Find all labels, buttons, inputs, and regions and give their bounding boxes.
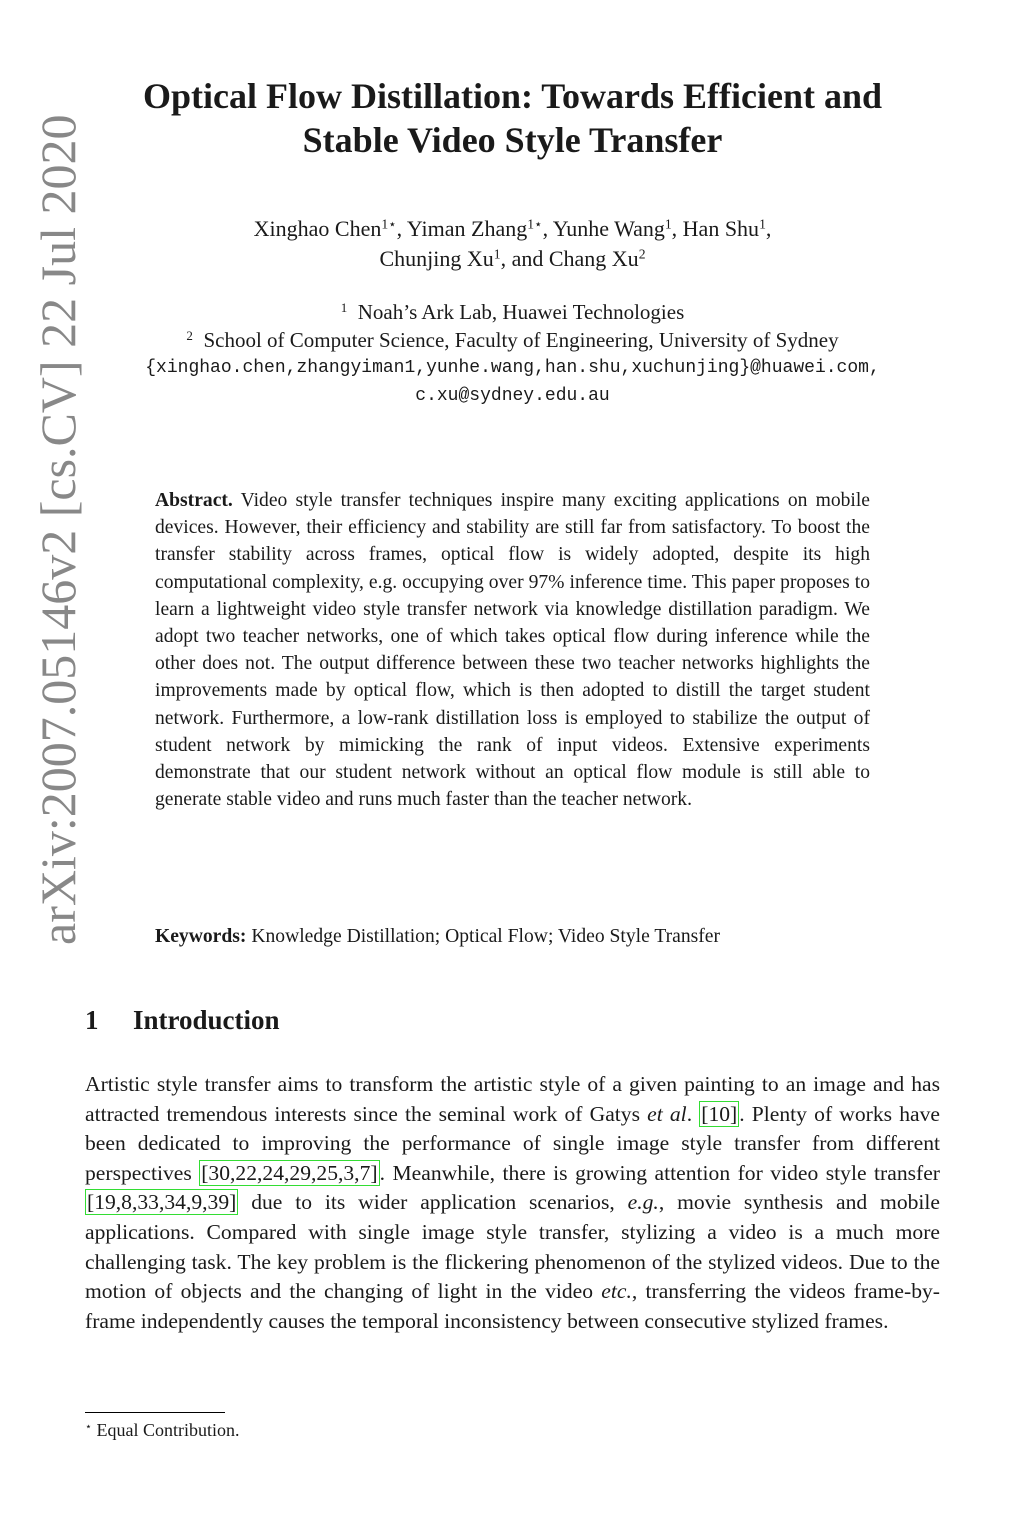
author-mark: 1⋆: [527, 216, 543, 232]
footnote-mark: ⋆: [85, 1420, 92, 1433]
author-mark: 1⋆: [381, 216, 397, 232]
text-run: due to its wider application scenarios,: [238, 1190, 628, 1215]
footnote: [85, 1418, 239, 1442]
arxiv-identifier: arXiv:2007.05146v2 [cs.CV] 22 Jul 2020: [30, 114, 86, 945]
email-line: c.xu@sydney.edu.au: [415, 386, 610, 406]
title-line-2: Stable Video Style Transfer: [302, 120, 723, 160]
author-list: Xinghao Chen$^{1⋆}$, Yiman Zhang$^{1⋆}$, Yunhe Wang$^1$, Han Shu$^1$, Chunjing Xu$^1$, and Chang Xu$^2$: [253, 216, 772, 271]
citation-link[interactable]: [19,8,33,34,9,39]: [87, 1190, 237, 1215]
author-mark: 1: [493, 246, 501, 262]
text-run: . Meanwhile, there is growing attention for video style transfer: [379, 1160, 940, 1185]
author: Xinghao Chen: [253, 216, 382, 241]
author: Yiman Zhang: [406, 216, 528, 241]
author: Chunjing Xu: [379, 246, 494, 271]
section-heading: [85, 1002, 280, 1038]
author-mark: 1: [664, 216, 672, 232]
citation-link[interactable]: [30,22,24,29,25,3,7]: [201, 1160, 378, 1185]
keywords-text: Knowledge Distillation; Optical Flow; Video Style Transfer: [251, 926, 721, 947]
keywords-label: Keywords:: [155, 926, 247, 947]
author-mark: 2: [638, 246, 646, 262]
text-run: , transferring the videos frame-by-frame independently causes the temporal inconsistency between consecutive stylized frames.: [85, 1279, 940, 1333]
affiliation-mark: 1: [340, 299, 348, 315]
introduction-paragraph: [85, 1070, 940, 1336]
affiliation: Noah’s Ark Lab, Huawei Technologies: [357, 300, 685, 324]
email-line: {xinghao.chen,zhangyiman1,yunhe.wang,han.shu,xuchunjing}@huawei.com,: [145, 358, 880, 378]
keywords: [155, 923, 880, 950]
author-mark: 1: [759, 216, 766, 232]
affiliations: [90, 298, 935, 410]
footnote-rule: [85, 1412, 225, 1413]
affiliation: School of Computer Science, Faculty of Engineering, University of Sydney: [203, 328, 839, 352]
affiliation-mark: 2: [186, 327, 193, 343]
title-line-1: Optical Flow Distillation: Towards Efficient and: [142, 76, 883, 116]
section-number: 1: [85, 1005, 99, 1035]
footnote-text: Equal Contribution.: [96, 1420, 240, 1440]
abstract: [155, 487, 870, 813]
citation-link[interactable]: [10]: [701, 1101, 738, 1126]
text-run: et al: [647, 1101, 687, 1126]
author: Han Shu: [682, 216, 760, 241]
abstract-label: Abstract.: [155, 490, 233, 511]
section-title: Introduction: [133, 1005, 280, 1035]
text-run: etc.: [601, 1279, 632, 1304]
text-run: Artistic style transfer aims to transform the artistic style of a given painting to an image and has attracted tremendous interests since the seminal work of Gatys: [85, 1072, 940, 1126]
text-run: e.g.: [627, 1190, 659, 1215]
author: Chang Xu: [548, 246, 639, 271]
text-run: . Plenty of works have been dedicated to improving the performance of single image style transfer from different perspectives: [85, 1101, 940, 1185]
abstract-text: Video style transfer techniques inspire many exciting applications on mobile devices. However, their efficiency and stability are still far from satisfactory. To boost the transfer stability across frames, optical flow is widely adopted, despite its high computational complexity, e.g. occupying over 97% inference time. This paper proposes to learn a lightweight video style transfer network via knowledge distillation paradigm. We adopt two teacher networks, one of which takes optical flow during inference while the other does not. The output difference between these two teacher networks highlights the improvements made by optical flow, which is then adopted to distill the target student network. Furthermore, a low-rank distillation loss is employed to stabilize the output of student network by mimicking the rank of input videos. Extensive experiments demonstrate that our student network without an optical flow module is still able to generate stable video and runs much faster than the teacher network.: [155, 490, 871, 811]
paper-title: [60, 74, 965, 162]
author: Yunhe Wang: [552, 216, 665, 241]
text-run: , movie synthesis and mobile applications. Compared with single image style transfer, stylizing a video is a much more challenging task. The key problem is the flickering phenomenon of the stylized videos. Due to the motion of objects and the changing of light in the video: [85, 1190, 940, 1304]
text-run: .: [686, 1101, 700, 1126]
